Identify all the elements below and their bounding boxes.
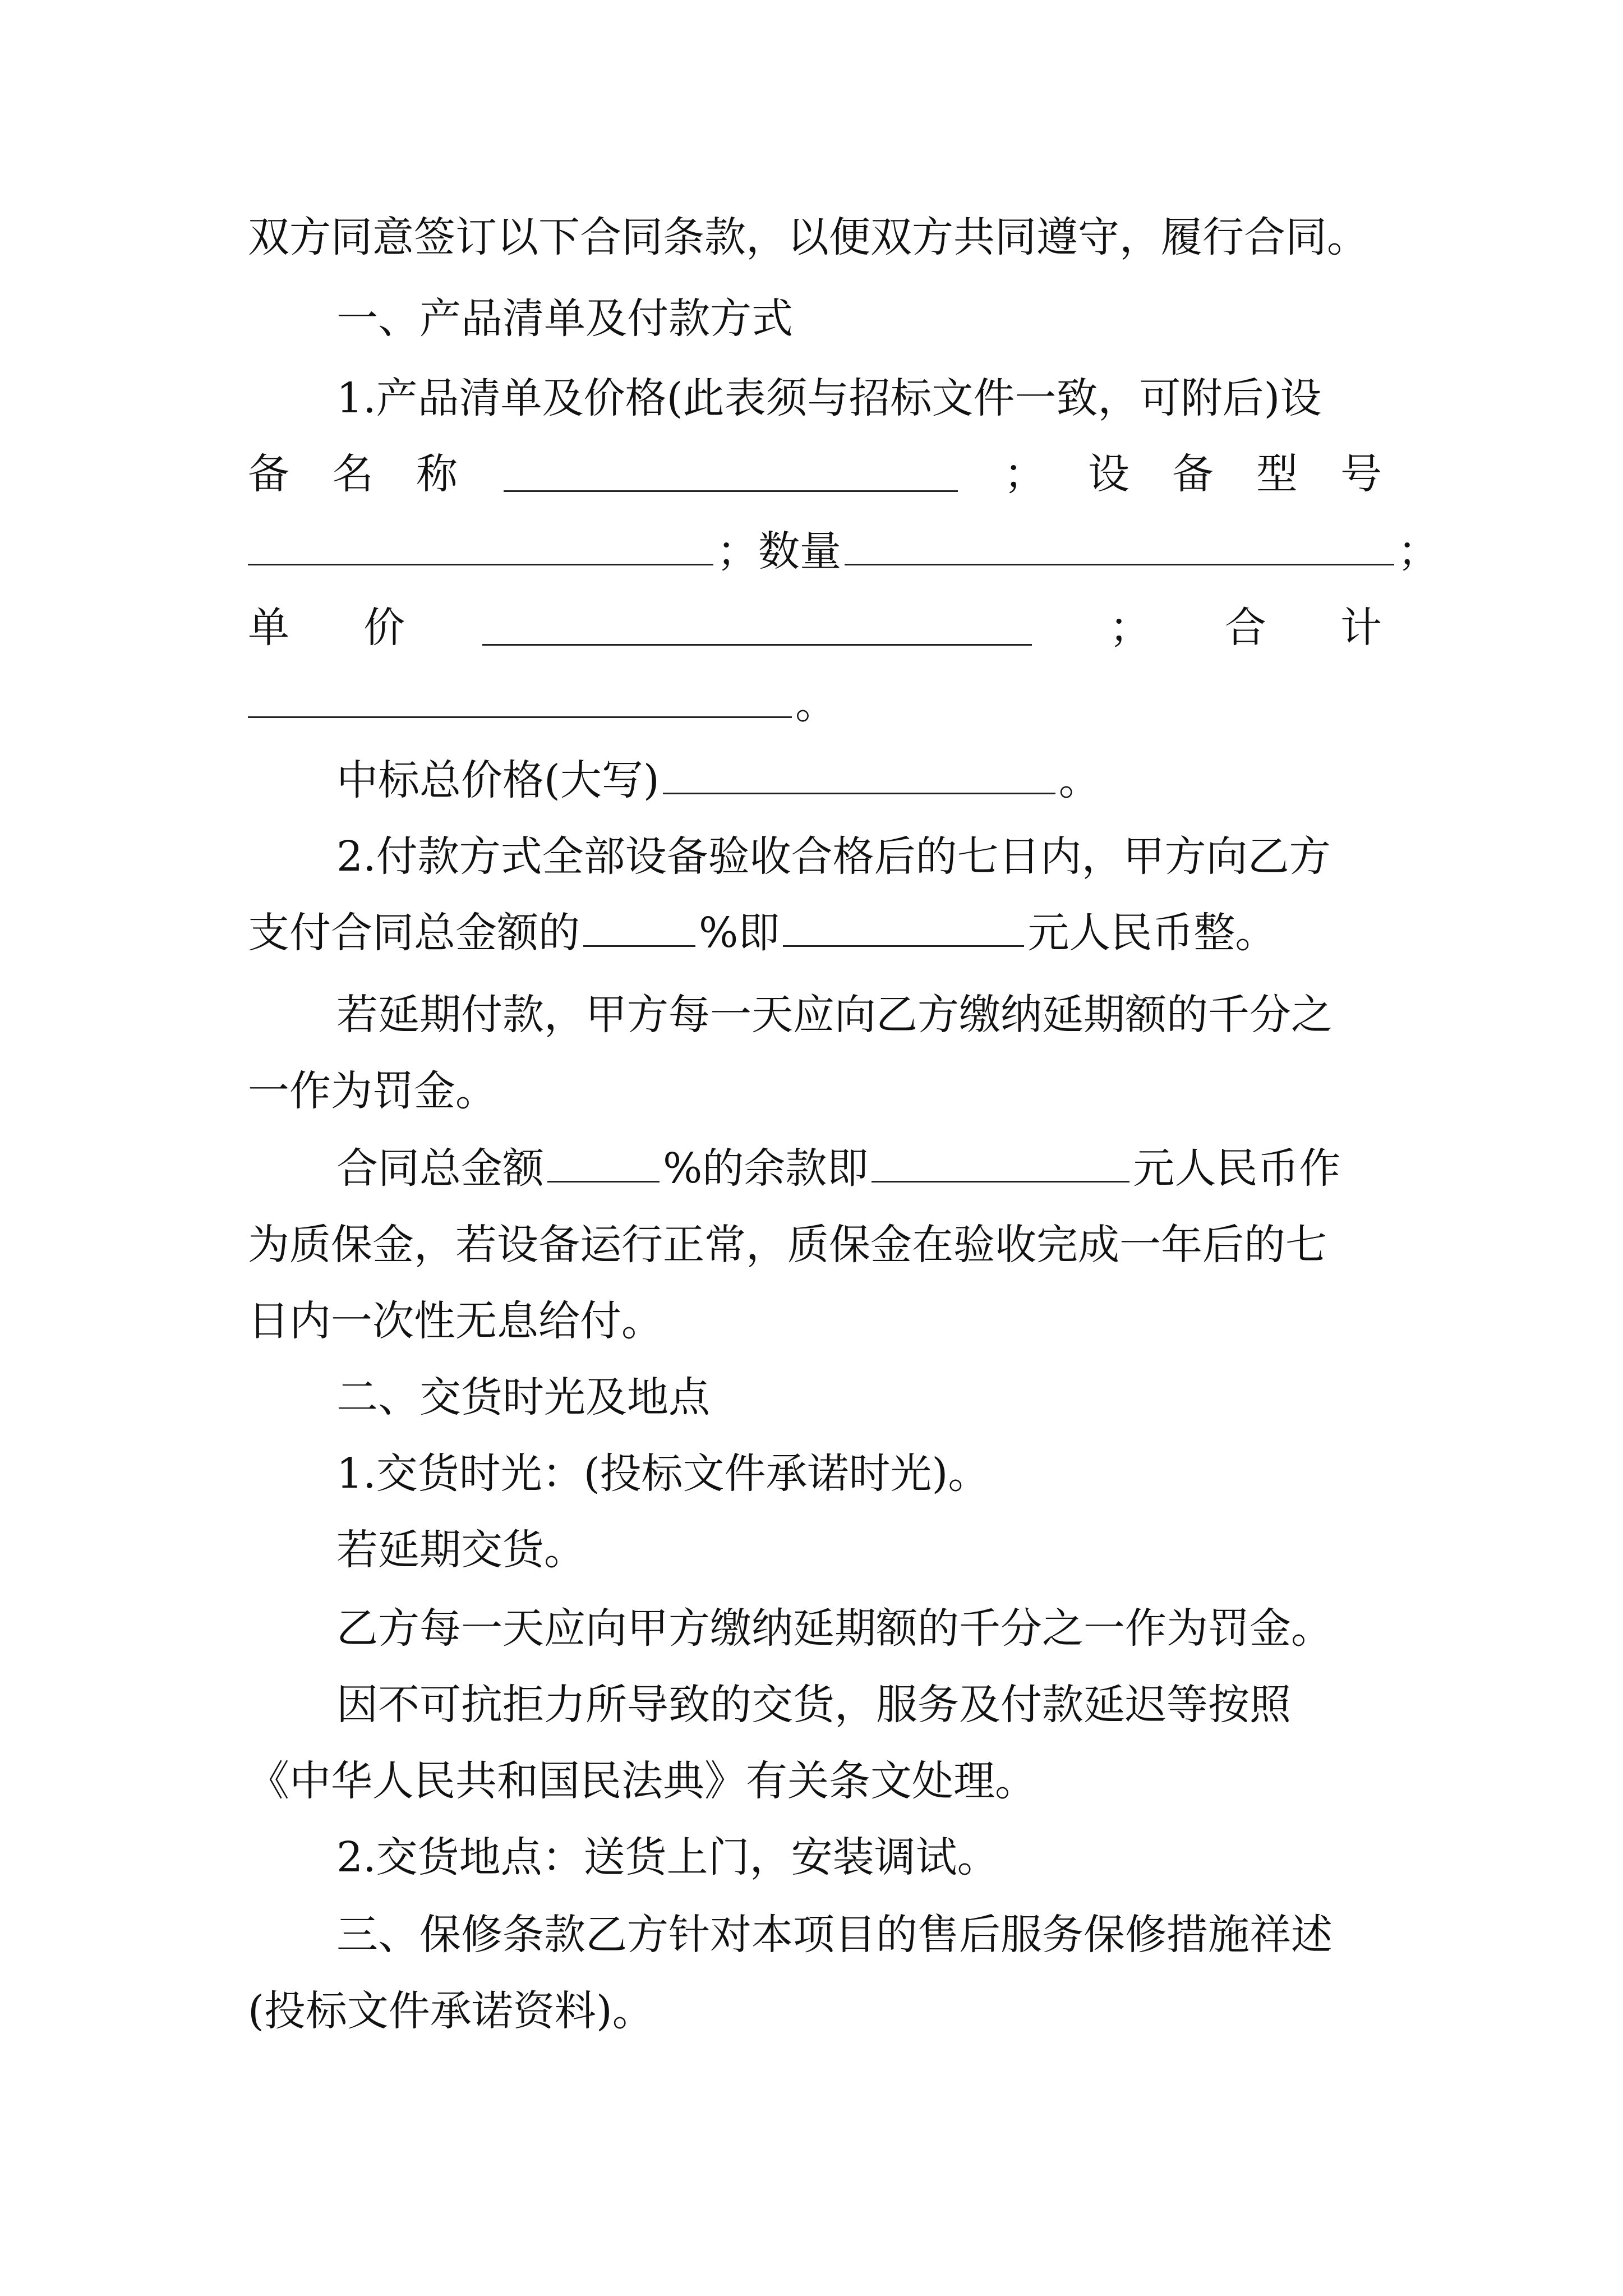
model-blank: [248, 530, 713, 565]
text-char: ；: [1109, 604, 1151, 652]
quantity-label: ；数量: [717, 527, 841, 576]
unit-price-total-line: [248, 597, 1382, 659]
late-delivery-line: 若延期交货。: [336, 1526, 585, 1574]
section-heading-2: 二、交货时光及地点: [336, 1373, 710, 1421]
equipment-name-blank: [504, 457, 958, 492]
late-payment-line-2: 一作为罚金。: [248, 1067, 497, 1115]
late-delivery-penalty-line: 乙方每一天应向甲方缴纳延期额的千分之一作为罚金。: [336, 1604, 1332, 1653]
section-heading-1: 一、产品清单及付款方式: [336, 295, 793, 343]
winning-price-label: 中标总价格(大写): [336, 756, 660, 804]
delivery-location-line: 2.交货地点：送货上门，安装调试。: [336, 1833, 999, 1881]
currency-label: 元人民币作: [1133, 1144, 1341, 1193]
text-char: 号: [1340, 450, 1382, 498]
clause-1-1: 1.产品清单及价格(此表须与招标文件一致，可附后)设: [336, 374, 1322, 422]
quantity-line: [248, 521, 1439, 582]
winning-price-line: [336, 749, 1382, 811]
total-blank: [248, 683, 792, 718]
remainder-amount-blank: [872, 1147, 1129, 1182]
text-char: ；: [1398, 527, 1439, 576]
unit-price-blank: [482, 610, 1032, 646]
text-char: 。: [1058, 756, 1100, 804]
payment-amount-line: [248, 902, 1382, 964]
payment-percent-blank: [583, 912, 695, 947]
paragraph-intro: 双方同意签订以下合同条款，以便双方共同遵守，履行合同。: [248, 213, 1368, 261]
text-char: 。: [795, 680, 837, 728]
percent-label: %即: [699, 909, 780, 957]
delivery-time-line: 1.交货时光：(投标文件承诺时光)。: [336, 1450, 990, 1498]
text-char: ；: [1004, 450, 1045, 498]
text-char: 备: [1172, 450, 1214, 498]
text-char: 价: [363, 604, 405, 652]
remainder-label: %的余款即: [663, 1144, 869, 1193]
text-char: 名: [332, 450, 374, 498]
warranty-terms-line-2: (投标文件承诺资料)。: [248, 1987, 654, 2035]
remainder-percent-blank: [547, 1147, 660, 1182]
text-char: 型: [1256, 450, 1298, 498]
warranty-deposit-line-2: 为质保金，若设备运行正常，质保金在验收完成一年后的七: [248, 1221, 1327, 1269]
currency-label: 元人民币整。: [1027, 909, 1277, 957]
quantity-blank: [845, 530, 1394, 565]
force-majeure-line: 因不可抗拒力所导致的交货，服务及付款延迟等按照: [336, 1681, 1291, 1729]
payment-amount-blank: [783, 912, 1024, 947]
text-char: 单: [248, 604, 289, 652]
clause-1-2: 2.付款方式全部设备验收合格后的七日内，甲方向乙方: [336, 832, 1331, 881]
total-line: [248, 673, 1382, 735]
late-payment-line: 若延期付款，甲方每一天应向乙方缴纳延期额的千分之: [336, 991, 1332, 1039]
text-char: 备: [248, 450, 289, 498]
total-amount-label: 合同总金额: [336, 1144, 544, 1193]
equipment-name-model-line: [248, 443, 1382, 505]
text-char: 称: [416, 450, 458, 498]
section-heading-3: 三、保修条款乙方针对本项目的售后服务保修措施祥述: [336, 1911, 1332, 1959]
payment-label: 支付合同总金额的: [248, 909, 580, 957]
text-char: 设: [1088, 450, 1129, 498]
warranty-deposit-line-3: 日内一次性无息给付。: [248, 1297, 663, 1345]
winning-price-blank: [663, 759, 1055, 794]
force-majeure-line-2: 《中华人民共和国民法典》有关条文处理。: [248, 1757, 1036, 1805]
text-char: 计: [1340, 604, 1382, 652]
text-char: 合: [1225, 604, 1266, 652]
warranty-deposit-line: [336, 1138, 1382, 1199]
